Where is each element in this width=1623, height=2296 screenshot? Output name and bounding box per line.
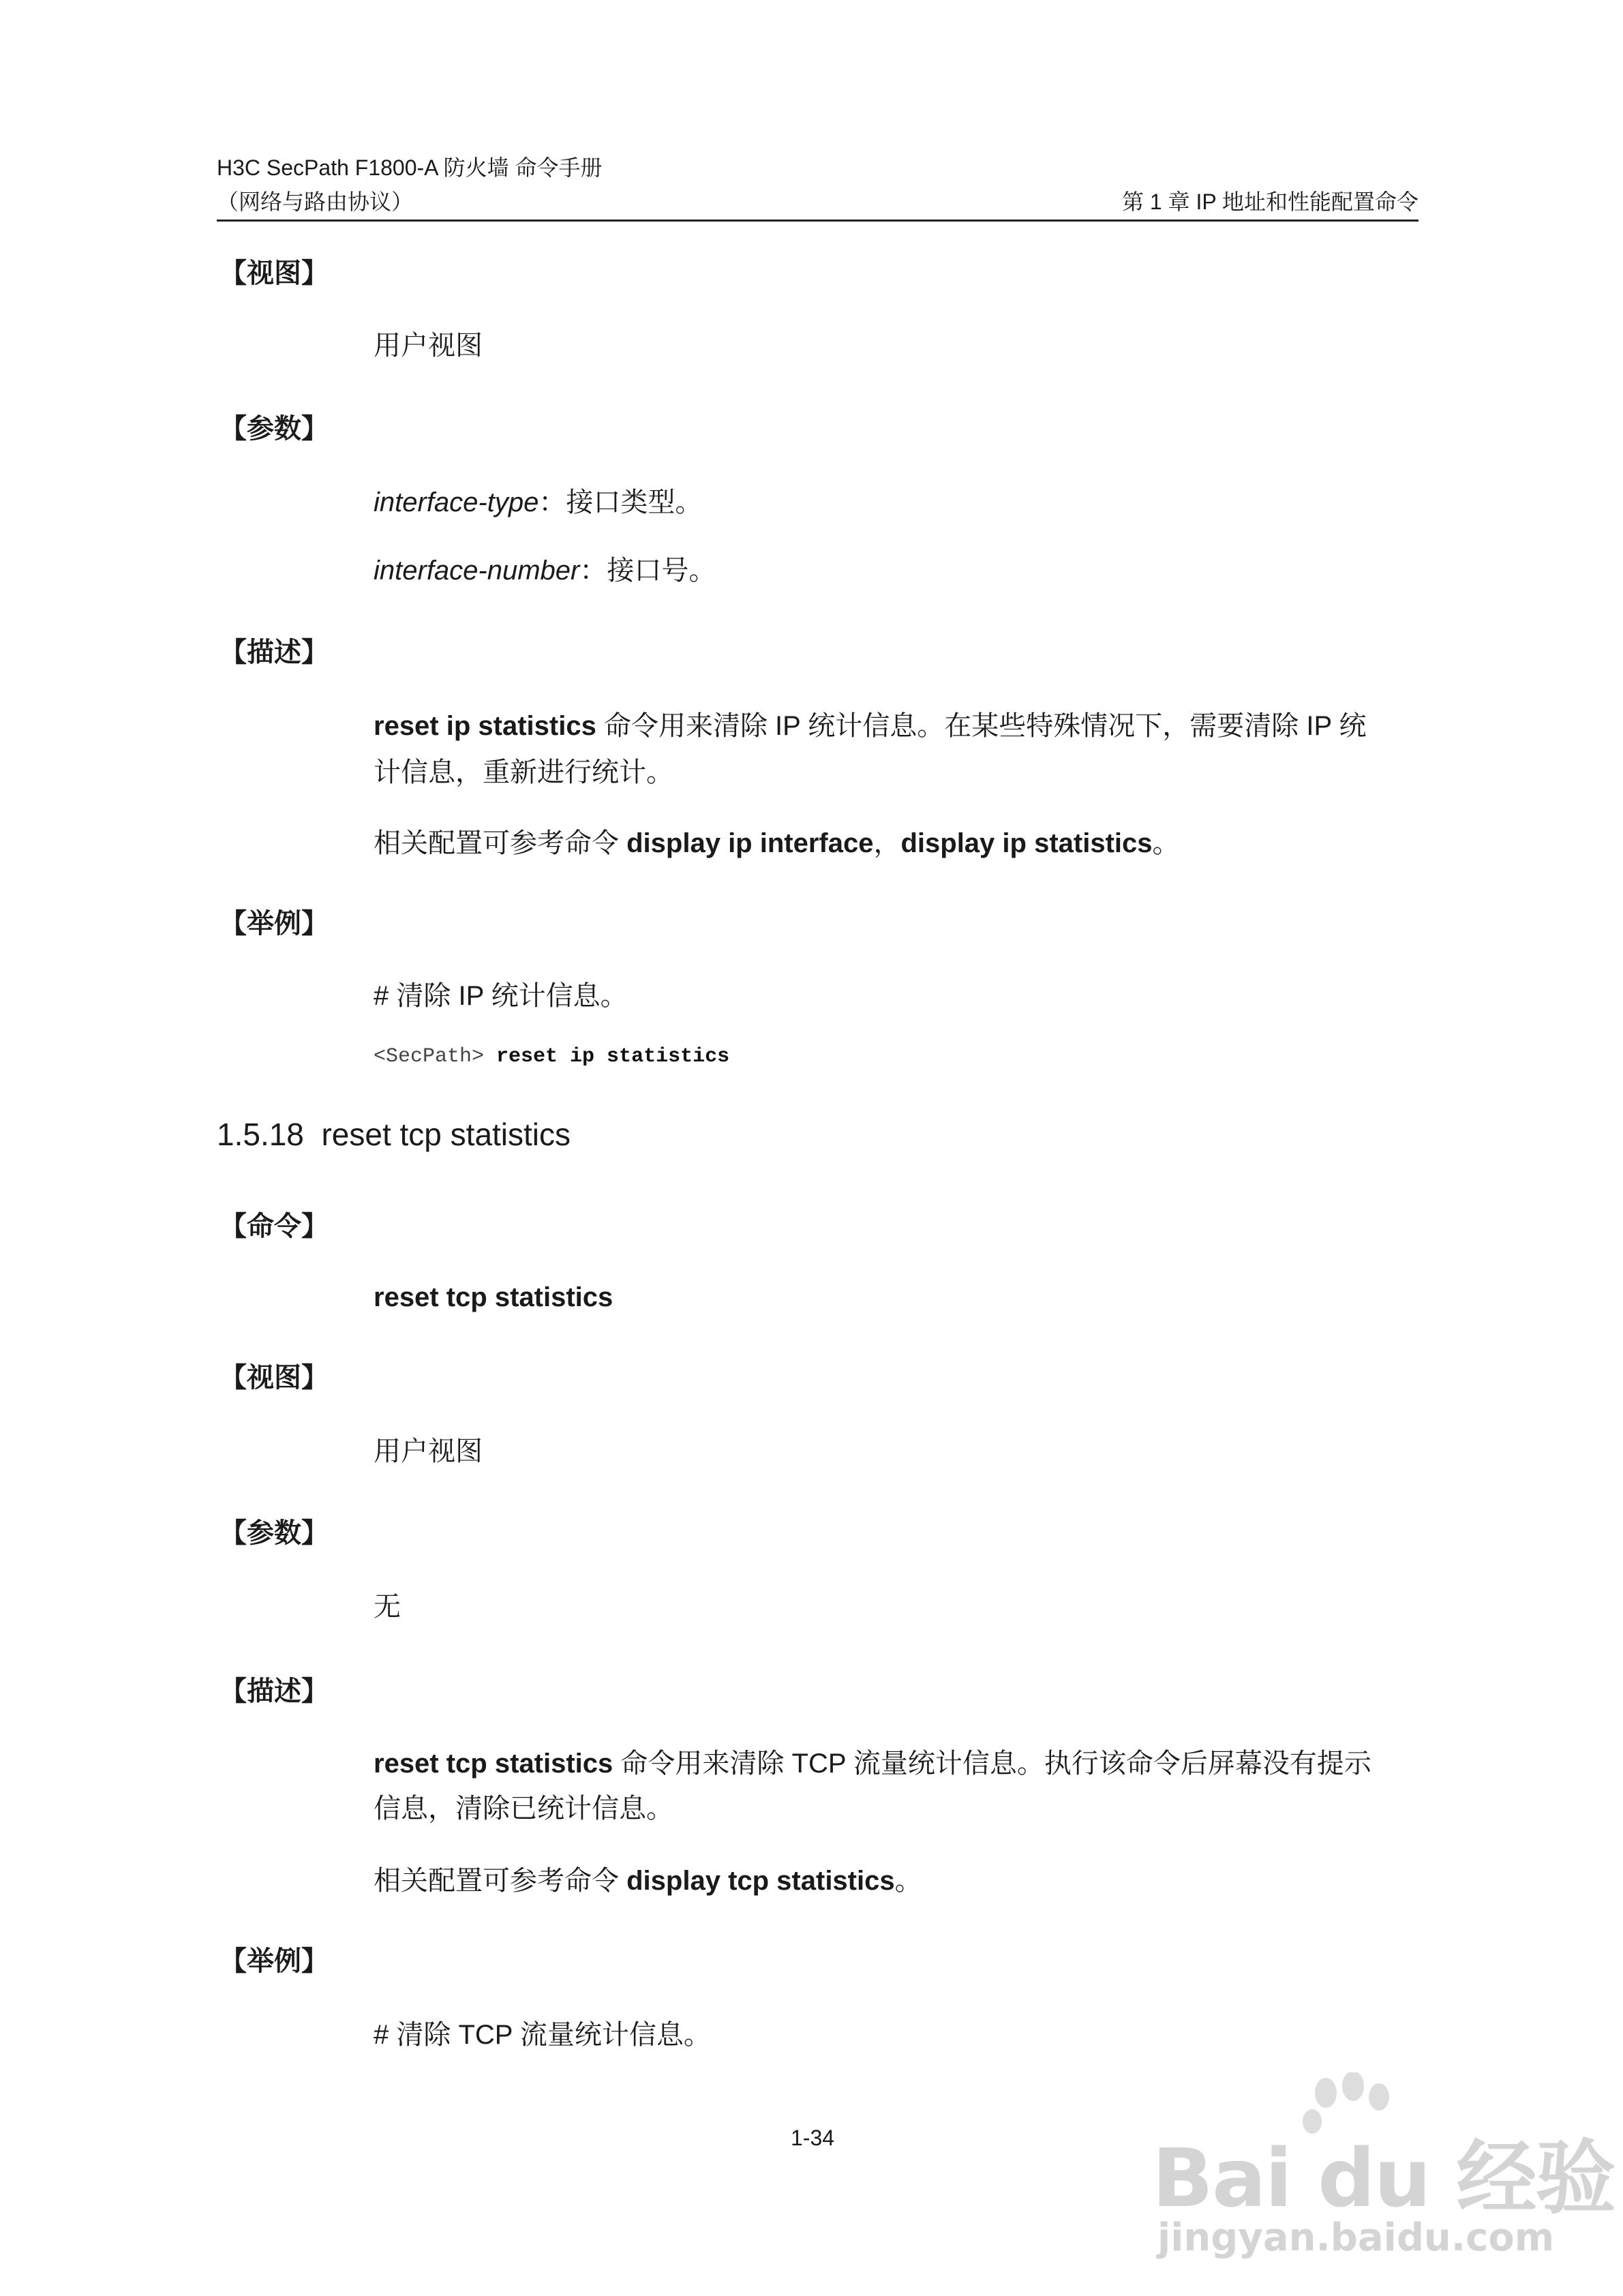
header-title: H3C SecPath F1800-A 防火墙 命令手册: [217, 155, 603, 180]
related-command: display ip interface: [626, 828, 874, 858]
watermark-logo-text: Bai du 经验: [1152, 2131, 1615, 2225]
watermark-url: jingyan.baidu.com: [1157, 2216, 1555, 2260]
section-number: 1.5.18: [217, 1117, 304, 1152]
section-label-view: 【视图】: [219, 1363, 329, 1393]
description-text: 命令用来清除 IP 统计信息。在某些特殊情况下，需要清除 IP 统: [596, 711, 1367, 741]
related-commands: [374, 1864, 922, 1898]
header-divider: [217, 220, 1419, 222]
section-label-example: 【举例】: [219, 1946, 329, 1976]
example-comment: # 清除 IP 统计信息。: [374, 981, 628, 1011]
related-command: display ip statistics: [900, 828, 1153, 858]
view-value: 用户视图: [374, 1436, 483, 1466]
related-prefix: 相关配置可参考命令: [374, 828, 627, 858]
command-syntax: reset tcp statistics: [374, 1282, 613, 1312]
related-commands: [374, 826, 1180, 860]
command-name: reset ip statistics: [374, 711, 596, 741]
section-label-view: 【视图】: [219, 258, 329, 288]
param-name: interface-number: [374, 556, 580, 586]
code-prompt: <SecPath>: [374, 1045, 497, 1068]
command-name: reset tcp statistics: [374, 1749, 613, 1779]
related-command: display tcp statistics: [626, 1866, 895, 1896]
code-command: reset ip statistics: [496, 1045, 730, 1068]
section-heading: [217, 1115, 571, 1153]
page-number: 1-34: [791, 2126, 835, 2150]
section-label-description: 【描述】: [219, 637, 329, 667]
description-line-1: [374, 709, 1367, 743]
section-label-command: 【命令】: [219, 1211, 329, 1241]
example-comment: # 清除 TCP 流量统计信息。: [374, 2020, 711, 2050]
param-name: interface-type: [374, 487, 539, 517]
related-prefix: 相关配置可参考命令: [374, 1866, 627, 1896]
section-label-params: 【参数】: [219, 1518, 329, 1548]
related-suffix: 。: [894, 1866, 922, 1896]
baidu-jingyan-watermark: [1152, 2072, 1615, 2277]
related-suffix: 。: [1152, 828, 1180, 858]
description-line-2: 计信息，重新进行统计。: [374, 757, 673, 787]
description-line-1: [374, 1747, 1371, 1781]
section-label-description: 【描述】: [219, 1676, 329, 1706]
param-interface-number: [374, 554, 716, 588]
section-label-example: 【举例】: [219, 909, 329, 939]
example-code: [374, 1043, 729, 1070]
section-label-params: 【参数】: [219, 414, 329, 444]
description-text: 命令用来清除 TCP 流量统计信息。执行该命令后屏幕没有提示: [613, 1749, 1371, 1779]
header-chapter: 第 1 章 IP 地址和性能配置命令: [1121, 190, 1419, 214]
view-value: 用户视图: [374, 331, 483, 361]
header-subtitle: （网络与路由协议）: [217, 190, 414, 214]
related-separator: ，: [873, 828, 901, 858]
section-title: reset tcp statistics: [321, 1117, 571, 1152]
param-desc: ：接口类型。: [539, 487, 703, 517]
description-line-2: 信息，清除已统计信息。: [374, 1794, 673, 1824]
param-interface-type: [374, 485, 702, 519]
params-value: 无: [374, 1592, 401, 1622]
param-desc: ：接口号。: [579, 556, 716, 586]
